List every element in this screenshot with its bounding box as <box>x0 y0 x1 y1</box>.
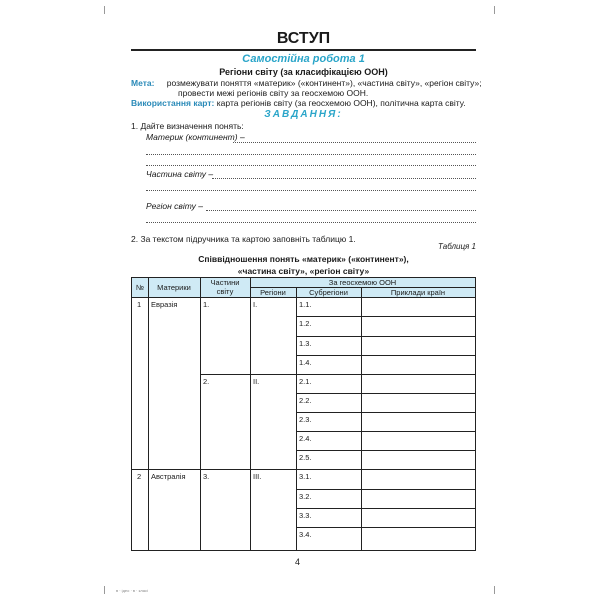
header-num: № <box>135 283 145 292</box>
subregion-cell[interactable]: 1.1. <box>299 300 312 309</box>
column-divider <box>250 278 251 550</box>
answer-line[interactable] <box>146 222 476 223</box>
answer-line[interactable] <box>146 165 476 166</box>
header-examples: Приклади країн <box>390 288 446 297</box>
row-divider <box>132 469 475 470</box>
region-cell[interactable]: II. <box>253 377 260 386</box>
subregion-cell[interactable]: 2.3. <box>299 415 312 424</box>
page-number: 4 <box>295 557 301 567</box>
row-number: 1 <box>137 300 142 309</box>
crop-mark <box>494 586 503 594</box>
table-caption: Таблиця 1 <box>438 242 476 251</box>
goal-text-2: провести межі регіонів світу за геосхемою ООН. <box>178 88 369 98</box>
subregion-cell[interactable]: 2.4. <box>299 434 312 443</box>
row-divider <box>296 336 475 337</box>
header-continents: Материки <box>157 283 191 292</box>
crop-mark <box>96 6 105 14</box>
task-2: 2. За текстом підручника та картою заповніть таблицю 1. <box>131 234 356 244</box>
maps-line <box>131 98 466 108</box>
regions-table <box>131 277 476 551</box>
table-title-line-2: «частина світу», «регіон світу» <box>237 266 370 276</box>
tasks-heading: ЗАВДАННЯ: <box>264 109 343 120</box>
row-divider <box>296 316 475 317</box>
subregion-cell[interactable]: 3.1. <box>299 472 312 481</box>
term-part-of-world: Частина світу – <box>146 169 214 179</box>
answer-line[interactable] <box>206 210 476 211</box>
row-divider <box>296 508 475 509</box>
title-underline <box>131 49 476 51</box>
answer-line[interactable] <box>212 178 476 179</box>
column-divider <box>148 278 149 550</box>
row-divider <box>296 431 475 432</box>
part-of-world-cell[interactable]: 1. <box>203 300 210 309</box>
footer-logo-text: в · ідео · в · класі <box>116 588 148 593</box>
continent-cell: Австралія <box>151 472 186 481</box>
row-divider <box>296 355 475 356</box>
subregion-cell[interactable]: 3.4. <box>299 530 312 539</box>
column-divider <box>361 287 362 550</box>
answer-line[interactable] <box>146 154 476 155</box>
chapter-header <box>131 29 476 51</box>
header-un-scheme: За геосхемою ООН <box>328 278 397 287</box>
region-cell[interactable]: III. <box>253 472 262 481</box>
maps-text: карта регіонів світу (за геосхемою ООН), політична карта світу. <box>216 98 466 108</box>
row-divider <box>296 527 475 528</box>
row-divider <box>296 489 475 490</box>
chapter-title: ВСТУП <box>276 30 331 47</box>
work-subheading: Регіони світу (за класифікацією ООН) <box>219 67 388 77</box>
crop-mark <box>96 586 105 594</box>
task-1: 1. Дайте визначення понять: <box>131 121 244 131</box>
subregion-cell[interactable]: 1.3. <box>299 339 312 348</box>
answer-line[interactable] <box>146 190 476 191</box>
row-divider <box>296 450 475 451</box>
subregion-cell[interactable]: 2.2. <box>299 396 312 405</box>
header-regions: Регіони <box>260 288 286 297</box>
header-bottom <box>132 297 475 298</box>
subregion-cell[interactable]: 2.1. <box>299 377 312 386</box>
goal-text-1: розмежувати поняття «материк» («континент»), «частина світу», «регіон світу»; <box>166 78 482 88</box>
column-divider <box>296 287 297 550</box>
subregion-cell[interactable]: 2.5. <box>299 453 312 462</box>
crop-mark <box>494 6 503 14</box>
row-divider <box>200 374 475 375</box>
subregion-cell[interactable]: 3.3. <box>299 511 312 520</box>
row-number: 2 <box>137 472 142 481</box>
answer-line[interactable] <box>233 142 476 143</box>
header-parts <box>200 278 250 296</box>
goal-label: Мета: <box>131 78 155 88</box>
goal-line-1 <box>131 78 482 88</box>
subregion-cell[interactable]: 3.2. <box>299 492 312 501</box>
subregion-cell[interactable]: 1.2. <box>299 319 312 328</box>
column-divider <box>200 278 201 550</box>
term-continent: Материк (континент) – <box>146 132 245 142</box>
work-title: Самостійна робота 1 <box>242 53 365 65</box>
header-subregions: Субрегіони <box>309 288 348 297</box>
part-of-world-cell[interactable]: 2. <box>203 377 210 386</box>
table-title <box>131 253 476 277</box>
term-world-region: Регіон світу – <box>146 201 203 211</box>
header-parts-line-1: Частини <box>210 278 240 287</box>
continent-cell: Евразія <box>151 300 178 309</box>
row-divider <box>296 412 475 413</box>
region-cell[interactable]: I. <box>253 300 258 309</box>
subregion-cell[interactable]: 1.4. <box>299 358 312 367</box>
table-title-line-1: Співвідношення понять «материк» («континент»), <box>198 254 409 264</box>
part-of-world-cell[interactable]: 3. <box>203 472 210 481</box>
header-parts-line-2: світу <box>216 287 234 296</box>
maps-label: Використання карт: <box>131 98 215 108</box>
row-divider <box>296 393 475 394</box>
